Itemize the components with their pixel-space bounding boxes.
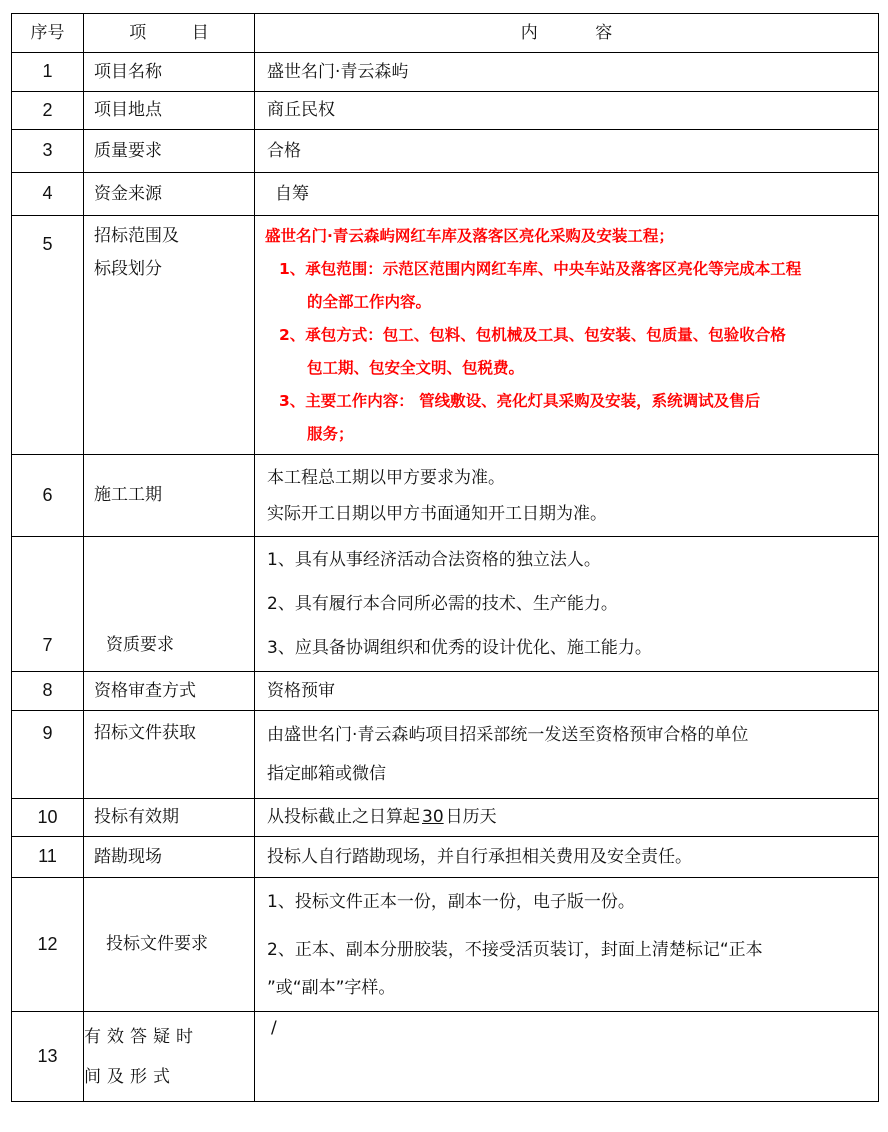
table-header-row [12, 14, 879, 53]
row-number: 11 [12, 837, 84, 878]
table-row [12, 455, 879, 537]
row-content: 盛世名门·青云森屿 [255, 53, 879, 92]
row-content [255, 455, 879, 537]
row-number: 13 [12, 1012, 84, 1102]
header-no: 序号 [12, 14, 84, 53]
table-row [12, 537, 879, 672]
row-item-line: 有效答疑时 [84, 1026, 199, 1047]
row-number: 12 [12, 878, 84, 1012]
row-item: 项目地点 [84, 92, 255, 130]
row-content [255, 799, 879, 837]
table-row [12, 878, 879, 1012]
row-item: 施工工期 [84, 455, 255, 537]
table-row [12, 92, 879, 130]
content-line: 2、正本、副本分册胶装，不接受活页装订，封面上清楚标记“正本 [267, 939, 763, 960]
header-content: 内 容 [255, 14, 879, 53]
scope-line: 服务； [307, 425, 354, 443]
table-row [12, 837, 879, 878]
row-item: 资金来源 [84, 173, 255, 216]
row-item [84, 1012, 255, 1102]
row-number: 5 [12, 216, 84, 455]
scope-line: 2、承包方式：包工、包料、包机械及工具、包安装、包质量、包验收合格 [279, 326, 786, 344]
content-line: 3、应具备协调组织和优秀的设计优化、施工能力。 [267, 638, 652, 658]
row-number: 9 [12, 711, 84, 799]
row-number: 6 [12, 455, 84, 537]
row-item: 质量要求 [84, 130, 255, 173]
validity-days: 30 [422, 807, 444, 828]
content-line: 本工程总工期以甲方要求为准。 [267, 467, 505, 488]
content-line: 1、具有从事经济活动合法资格的独立法人。 [267, 550, 601, 570]
content-line: 2、具有履行本合同所必需的技术、生产能力。 [267, 594, 618, 614]
content-line: 1、投标文件正本一份，副本一份，电子版一份。 [267, 891, 635, 912]
row-number: 4 [12, 173, 84, 216]
row-item: 投标有效期 [84, 799, 255, 837]
content-line: 指定邮箱或微信 [267, 763, 386, 784]
validity-prefix: 从投标截止之日算起 [267, 807, 420, 828]
row-item-line: 间及形式 [84, 1066, 176, 1087]
row-item: 资质要求 [84, 537, 255, 672]
table-row [12, 173, 879, 216]
row-item: 资格审查方式 [84, 672, 255, 711]
row-item: 招标文件获取 [84, 711, 255, 799]
table-row [12, 799, 879, 837]
table-row [12, 130, 879, 173]
row-number: 3 [12, 130, 84, 173]
table-row [12, 1012, 879, 1102]
table-row [12, 672, 879, 711]
row-item-line: 招标范围及 [94, 226, 179, 246]
row-content: 自筹 [255, 173, 879, 216]
scope-line: 3、主要工作内容： 管线敷设、亮化灯具采购及安装，系统调试及售后 [279, 392, 761, 410]
table-row [12, 53, 879, 92]
content-line: ”或“副本”字样。 [267, 977, 396, 998]
row-number: 10 [12, 799, 84, 837]
row-item: 投标文件要求 [84, 878, 255, 1012]
bid-info-table [11, 13, 879, 1102]
row-content: 资格预审 [255, 672, 879, 711]
row-number: 7 [12, 537, 84, 672]
row-item: 踏勘现场 [84, 837, 255, 878]
scope-content [255, 216, 879, 455]
scope-line: 的全部工作内容。 [307, 293, 432, 311]
row-item [84, 216, 255, 455]
row-number: 2 [12, 92, 84, 130]
row-number: 8 [12, 672, 84, 711]
row-number: 1 [12, 53, 84, 92]
row-content: 合格 [255, 130, 879, 173]
content-line: 实际开工日期以甲方书面通知开工日期为准。 [267, 503, 607, 524]
row-item-line: 标段划分 [94, 259, 162, 279]
row-content [255, 711, 879, 799]
scope-line: 盛世名门·青云森屿网红车库及落客区亮化采购及安装工程； [265, 227, 674, 245]
row-content [255, 537, 879, 672]
content-line: 由盛世名门·青云森屿项目招采部统一发送至资格预审合格的单位 [267, 724, 749, 745]
row-item: 项目名称 [84, 53, 255, 92]
table-row [12, 216, 879, 455]
validity-suffix: 日历天 [445, 807, 497, 828]
table-row [12, 711, 879, 799]
row-content [255, 878, 879, 1012]
row-content: 商丘民权 [255, 92, 879, 130]
header-item: 项 目 [84, 14, 255, 53]
scope-line: 1、承包范围：示范区范围内网红车库、中央车站及落客区亮化等完成本工程 [279, 260, 802, 278]
row-content: 投标人自行踏勘现场，并自行承担相关费用及安全责任。 [255, 837, 879, 878]
row-content: / [255, 1012, 879, 1102]
scope-line: 包工期、包安全文明、包税费。 [307, 359, 525, 377]
